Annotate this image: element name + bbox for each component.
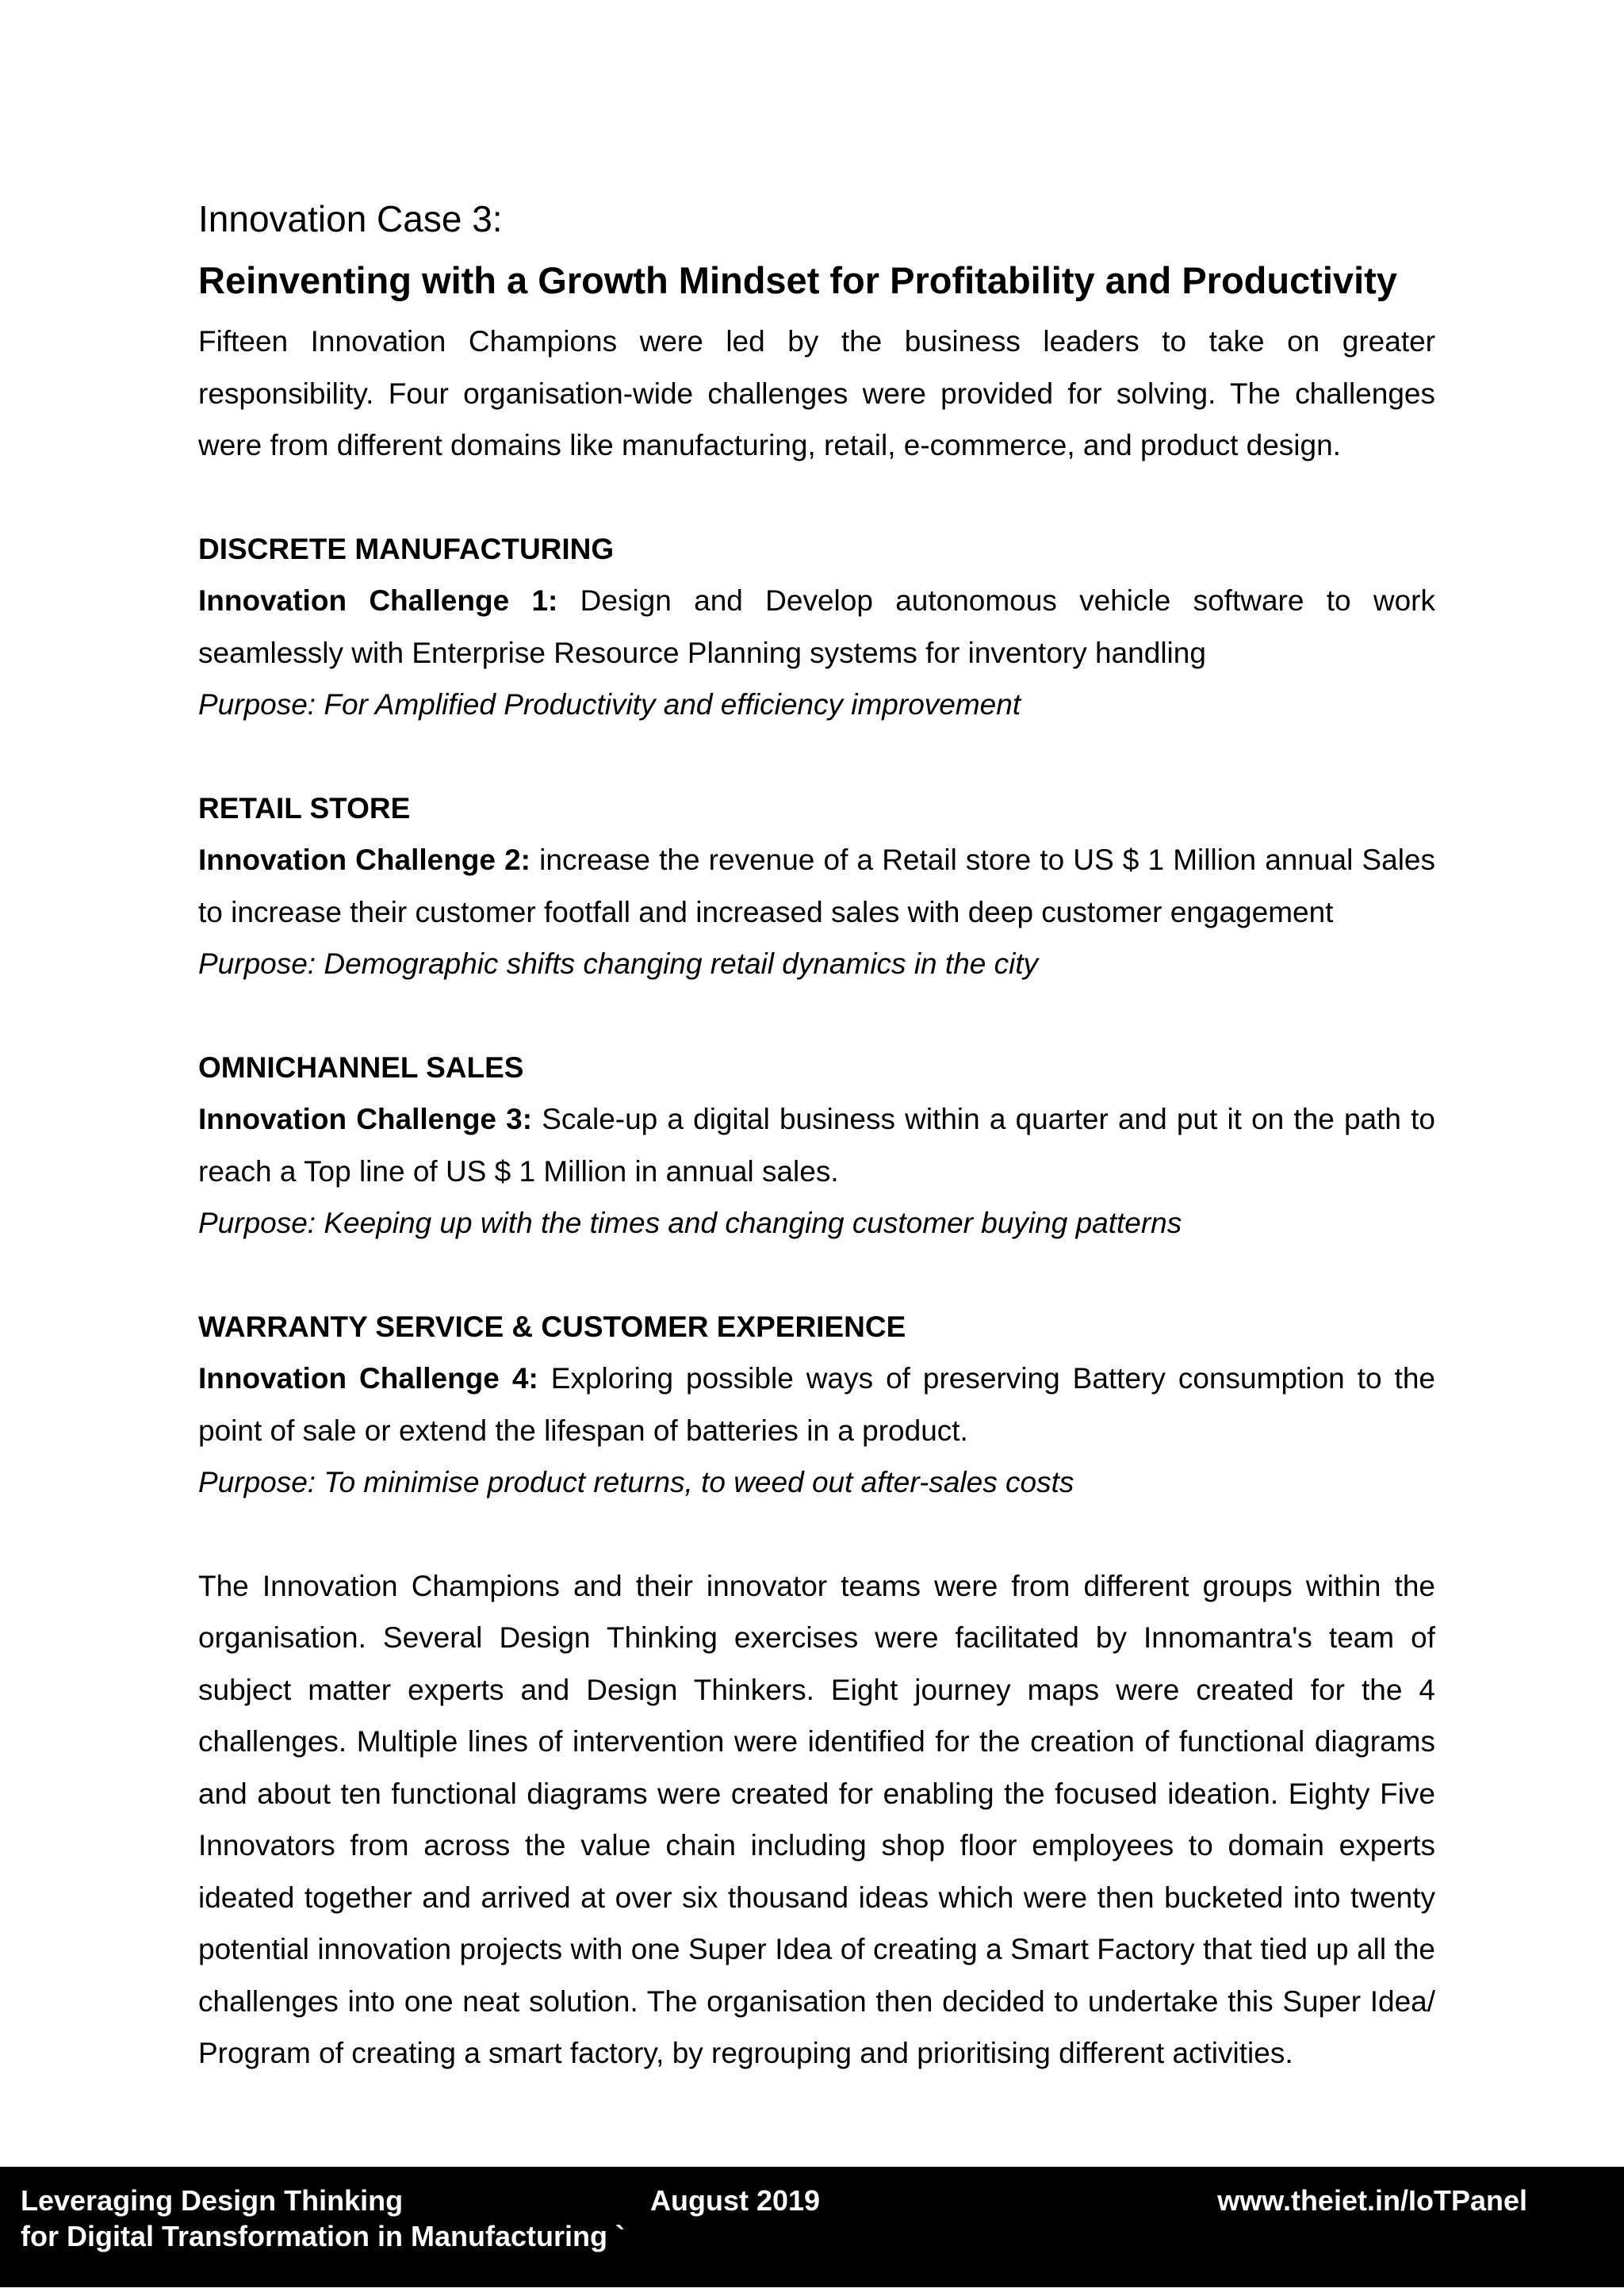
footer-publication-title (21, 2183, 625, 2254)
section-heading: DISCRETE MANUFACTURING (198, 532, 615, 565)
challenge-text: Scale-up a digital business within a quarter and put it on the path to reach a Top line of US $ 1 Million in annual sales. (198, 1103, 1435, 1188)
challenge-purpose: Purpose: Demographic shifts changing retail dynamics in the city (198, 947, 1039, 980)
challenge-label: Innovation Challenge 2: (198, 844, 531, 876)
challenge-description (198, 1093, 1435, 1197)
challenge-purpose: Purpose: To minimise product returns, to weed out after-sales costs (198, 1466, 1074, 1498)
section-heading: RETAIL STORE (198, 791, 411, 825)
section-warranty-service (198, 1301, 1435, 1509)
page-title: Reinventing with a Growth Mindset for Profitability and Productivity (198, 259, 1397, 301)
footer-date: August 2019 (650, 2184, 821, 2217)
document-body (198, 195, 1435, 2080)
page-footer (0, 2167, 1624, 2287)
footer-title-line2: for Digital Transformation in Manufacturing ` (21, 2220, 626, 2252)
challenge-text: Exploring possible ways of preserving Battery consumption to the point of sale or extend the lifespan of batteries in a product. (198, 1362, 1435, 1447)
footer-url: www.theiet.in/IoTPanel (1217, 2184, 1527, 2217)
challenge-purpose: Purpose: Keeping up with the times and changing customer buying patterns (198, 1207, 1182, 1239)
challenge-description (198, 1353, 1435, 1456)
challenge-label: Innovation Challenge 1: (198, 584, 558, 617)
challenge-purpose: Purpose: For Amplified Productivity and efficiency improvement (198, 688, 1021, 721)
challenge-description (198, 834, 1435, 938)
section-heading: WARRANTY SERVICE & CUSTOMER EXPERIENCE (198, 1310, 906, 1343)
case-label: Innovation Case 3: (198, 198, 503, 239)
footer-title-line1: Leveraging Design Thinking (21, 2184, 404, 2217)
challenge-description (198, 575, 1435, 679)
challenge-label: Innovation Challenge 3: (198, 1103, 533, 1135)
challenge-text: Design and Develop autonomous vehicle software to work seamlessly with Enterprise Resource Planning systems for inventory handling (198, 584, 1435, 669)
intro-paragraph: Fifteen Innovation Champions were led by the business leaders to take on greater responsibility. Four organisation-wide challenges were provided for solving. The challenges were from different domains like manufacturing, retail, e-commerce, and product design. (198, 325, 1435, 461)
section-heading: OMNICHANNEL SALES (198, 1050, 524, 1084)
challenge-text: increase the revenue of a Retail store to US $ 1 Million annual Sales to increase their customer footfall and increased sales with deep customer engagement (198, 844, 1435, 928)
section-discrete-manufacturing (198, 523, 1435, 731)
section-retail-store (198, 783, 1435, 990)
challenge-label: Innovation Challenge 4: (198, 1362, 538, 1395)
section-omnichannel-sales (198, 1042, 1435, 1249)
closing-paragraph: The Innovation Champions and their innovator teams were from different groups within the organisation. Several Design Thinking exercises were facilitated by Innomantra's team of subject matter experts and Design Thinkers. Eight journey maps were created for the 4 challenges. Multiple lines of intervention were identified for the creation of functional diagrams and about ten functional diagrams were created for enabling the focused ideation. Eighty Five Innovators from across the value chain including shop floor employees to domain experts ideated together and arrived at over six thousand ideas which were then bucketed into twenty potential innovation projects with one Super Idea of creating a Smart Factory that tied up all the challenges into one neat solution. The organisation then decided to undertake this Super Idea/ Program of creating a smart factory, by regrouping and prioritising different activities. (198, 1569, 1435, 2069)
